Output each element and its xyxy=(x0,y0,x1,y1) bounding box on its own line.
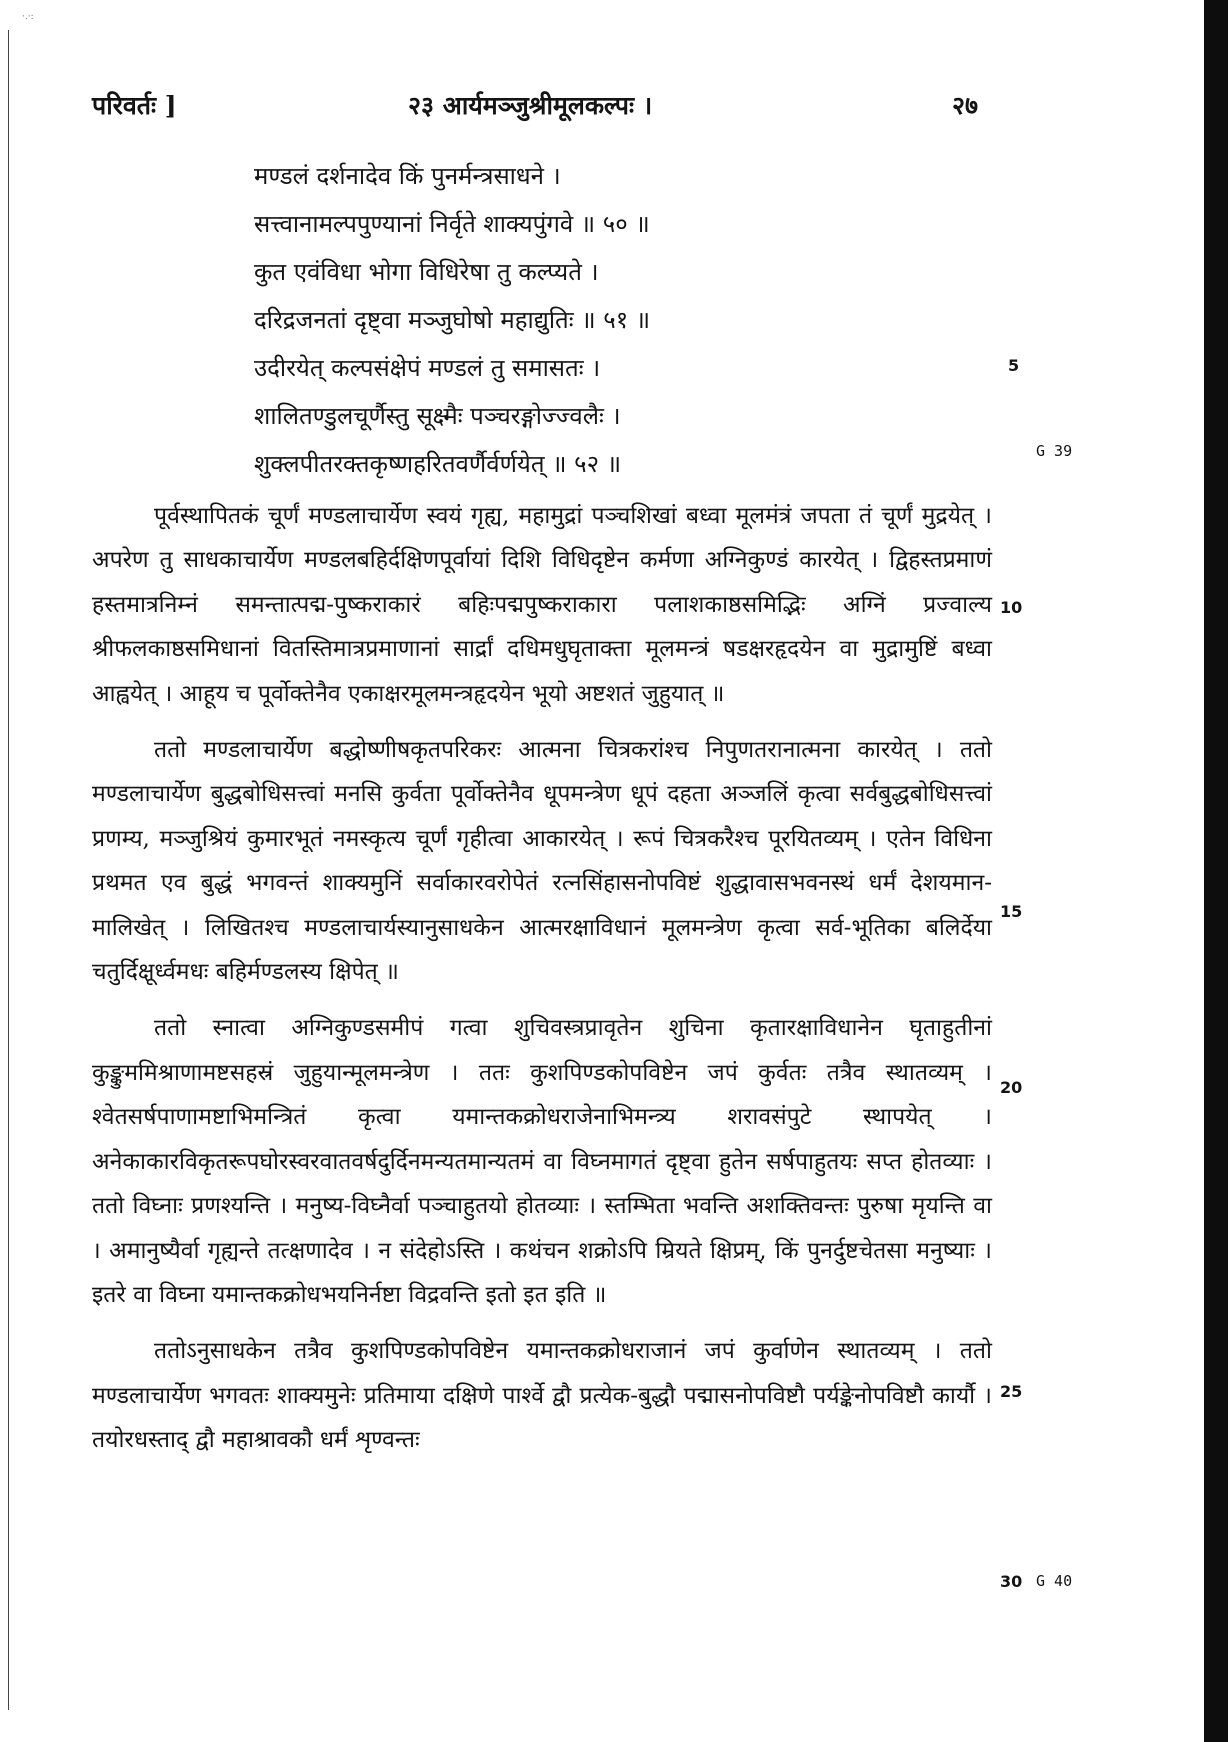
page-number: २७ xyxy=(952,91,979,120)
verse-line: दरिद्रजनतां दृष्ट्वा मञ्जुघोषो महाद्युतिः ॥ ५१ ॥ xyxy=(254,306,651,334)
paragraph: ततो स्नात्वा अग्निकुण्डसमीपं गत्वा शुचिवस्त्रप्रावृतेन शुचिना कृतारक्षाविधानेन घृताहुतीनां कुङ्कुममिश्राणामष्टसहस्रं जुहुयान्मूलमन्त्रेण । ततः कुशपिण्डकोपविष्टेन जपं कुर्वतः तत्रैव स्थातव्यम् । श्वेतसर्षपाणामष्टाभिमन्त्रितं कृत्वा यमान्तकक्रोधराजेनाभिमन्त्र्य शरावसंपुटे स्थापयेत् । अनेकाकारविकृतरूपघोरस्वरवातवर्षदुर्दिनमन्यतमान्यतमं वा विघ्नमागतं दृष्ट्वा हुतेन सर्षपाहुतयः सप्त होतव्याः । ततो विघ्नाः प्रणश्यन्ति । मनुष्य-विघ्नैर्वा पञ्चाहुतयो होतव्याः । स्तम्भिता भवन्ति अशक्तिवन्तः पुरुषा मृयन्ति वा । अमानुष्यैर्वा गृह्यन्ते तत्क्षणादेव । न संदेहोऽस्ति । कथंचन शक्रोऽपि म्रियते क्षिप्रम्, किं पुनर्दुष्टचेतसा मनुष्याः । इतरे वा विघ्ना यमान्तकक्रोधभयनिर्नष्टा विद्रवन्ति इतो इत इति ॥ xyxy=(92,1015,992,1308)
paragraph: पूर्वस्थापितकं चूर्णं मण्डलाचार्येण स्वयं गृह्य, महामुद्रां पञ्चशिखां बध्वा मूलमंत्रं जपता तं चूर्णं मुद्रयेत् । अपरेण तु साधकाचार्येण मण्डलबहिर्दक्षिणपूर्वायां दिशि विधिदृष्टेन कर्मणा अग्निकुण्डं कारयेत् । द्विहस्तप्रमाणं हस्तमात्रनिम्नं समन्तात्पद्म-पुष्कराकारं बहिःपद्मपुष्कराकारा पलाशकाष्ठसमिद्भिः अग्निं प्रज्वाल्य श्रीफलकाष्ठसमिधानां वितस्तिमात्रप्रमाणानां सार्द्रां दधिमधुघृताक्ता मूलमन्त्रं षडक्षरहृदयेन वा मुद्रामुष्टिं बध्वा आह्वयेत् । आहूय च पूर्वोक्तेनैव एकाक्षरमूलमन्त्रहृदयेन भूयो अष्टशतं जुहुयात् ॥ xyxy=(92,503,992,707)
line-number: 30 xyxy=(1000,1572,1023,1591)
scan-corner-mark: ·.·: xyxy=(22,12,34,22)
reference-marker: G 39 xyxy=(1036,442,1073,460)
scan-right-edge-bar xyxy=(1204,0,1228,1742)
running-header xyxy=(0,88,1232,128)
verse-line: सत्त्वानामल्पपुण्यानां निर्वृते शाक्यपुंगवे ॥ ५० ॥ xyxy=(254,210,650,238)
paragraph: ततो मण्डलाचार्येण बद्धोष्णीषकृतपरिकरः आत्मना चित्रकरांश्च निपुणतरानात्मना कारयेत् । ततो मण्डलाचार्येण बुद्धबोधिसत्त्वां मनसि कुर्वता पूर्वोक्तेनैव धूपमन्त्रेण धूपं दहता अञ्जलिं कृत्वा सर्वबुद्धबोधिसत्त्वां प्रणम्य, मञ्जुश्रियं कुमारभूतं नमस्कृत्य चूर्णं गृहीत्वा आकारयेत् । रूपं चित्रकरैश्च पूरयितव्यम् । एतेन विधिना प्रथमत एव बुद्धं भगवन्तं शाक्यमुनिं सर्वाकारवरोपेतं रत्नसिंहासनोपविष्टं शुद्धावासभवनस्थं धर्मं देशयमान-मालिखेत् । लिखितश्च मण्डलाचार्यस्यानुसाधकेन आत्मरक्षाविधानं मूलमन्त्रेण कृत्वा सर्व-भूतिका बलिर्देया चतुर्दिक्षूर्ध्वमधः बहिर्मण्डलस्य क्षिपेत् ॥ xyxy=(92,737,992,986)
chapter-label: परिवर्तः ] xyxy=(92,91,177,120)
line-number: 20 xyxy=(1000,1078,1023,1097)
line-number: 25 xyxy=(1000,1382,1023,1401)
line-number: 10 xyxy=(1000,598,1023,617)
paragraph: ततोऽनुसाधकेन तत्रैव कुशपिण्डकोपविष्टेन यमान्तकक्रोधराजानं जपं कुर्वाणेन स्थातव्यम् । ततो मण्डलाचार्येण भगवतः शाक्यमुनेः प्रतिमाया दक्षिणे पार्श्वे द्वौ प्रत्येक-बुद्धौ पद्मासनोपविष्टौ पर्यङ्केनोपविष्टौ कार्यौ । तयोरधस्ताद् द्वौ महाश्रावकौ धर्मं शृण्वन्तः xyxy=(92,1338,992,1454)
verse-line: शालितण्डुलचूर्णैस्तु सूक्ष्मैः पञ्चरङ्गोज्ज्वलैः । xyxy=(254,402,621,430)
line-number: 5 xyxy=(1008,356,1020,375)
verse-line: उदीरयेत् कल्पसंक्षेपं मण्डलं तु समासतः । xyxy=(254,354,601,382)
scan-left-edge-line xyxy=(8,30,9,1710)
verse-block xyxy=(254,152,1014,488)
verse-line: मण्डलं दर्शनादेव किं पुनर्मन्त्रसाधने । xyxy=(254,162,561,190)
prose-body xyxy=(92,494,992,1475)
running-title: २३ आर्यमञ्जुश्रीमूलकल्पः । xyxy=(408,91,653,120)
reference-marker: G 40 xyxy=(1036,1572,1073,1590)
verse-line: शुक्लपीतरक्तकृष्णहरितवर्णैर्वर्णयेत् ॥ ५२ ॥ xyxy=(254,450,622,478)
verse-line: कुत एवंविधा भोगा विधिरेषा तु कल्प्यते । xyxy=(254,258,599,286)
line-number: 15 xyxy=(1000,902,1023,921)
